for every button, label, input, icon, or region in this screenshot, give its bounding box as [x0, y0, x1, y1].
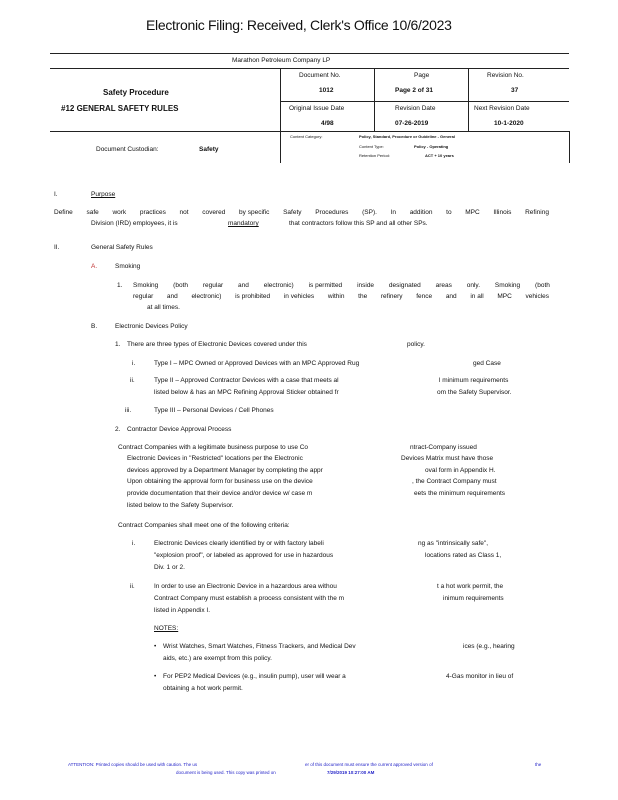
- procedure-subtitle: #12 GENERAL SAFETY RULES: [61, 104, 179, 113]
- footer-line-2a: document is being used. This copy was printed on: [176, 770, 276, 775]
- approval-para-line: Contract Companies with a legitimate business purpose to use Co: [118, 444, 309, 451]
- category-label: Content Category:: [290, 134, 323, 139]
- approval-para-line-end: oval form in Appendix H.: [425, 467, 496, 474]
- criteria-intro: Contract Companies shall meet one of the following criteria:: [118, 522, 290, 529]
- custodian-value: Safety: [199, 146, 219, 153]
- revision-value: 37: [511, 87, 519, 94]
- subsection-a-label: A.: [91, 263, 98, 270]
- section-1-line-1: [54, 209, 549, 216]
- footer-print-date: 7/29/2019 10:27:00 AM: [327, 770, 375, 775]
- notes-title: NOTES:: [154, 625, 179, 632]
- word: vehicles: [525, 293, 549, 300]
- word: Smoking: [133, 282, 159, 289]
- custodian-label: Document Custodian:: [96, 146, 159, 153]
- word: regular: [133, 293, 154, 300]
- word: refinery: [380, 293, 403, 300]
- item-b2-number: 2.: [115, 426, 121, 433]
- approval-para-line: listed below to the Safety Supervisor.: [127, 502, 234, 509]
- word: addition: [409, 209, 433, 216]
- header-row2-border: [50, 131, 569, 132]
- word: and: [166, 293, 178, 300]
- footer-attention-c: the: [535, 762, 542, 767]
- item-b1-iii-text: Type III – Personal Devices / Cell Phones: [154, 407, 274, 414]
- criteria-i-line: Div. 1 or 2.: [154, 564, 185, 571]
- word: (SP).: [362, 209, 377, 216]
- header-col-divider-2: [374, 68, 375, 131]
- approval-para-line-end: , the Contract Company must: [412, 478, 497, 485]
- word: areas: [435, 282, 452, 289]
- criteria-i-line-end: locations rated as Class 1,: [425, 552, 502, 559]
- criteria-ii-line-end: t a hot work permit, the: [437, 583, 504, 590]
- note-2-text-b: 4-Gas monitor in lieu of: [446, 673, 514, 680]
- item-b1-ii-number: ii.: [130, 377, 135, 384]
- page-value: Page 2 of 31: [395, 87, 433, 94]
- word: Procedures: [315, 209, 349, 216]
- word: within: [327, 293, 345, 300]
- word: in vehicles: [283, 293, 315, 300]
- word: fence: [416, 293, 433, 300]
- revision-label: Revision No.: [487, 72, 524, 79]
- item-b1-ii-text-a1: Type II – Approved Contractor Devices with a case that meets al: [154, 377, 339, 384]
- word: to: [446, 209, 452, 216]
- criteria-ii-line-end: inimum requirements: [443, 595, 504, 602]
- item-b1-ii-text-b2: om the Safety Supervisor.: [437, 389, 512, 396]
- criteria-ii-line: Contract Company must establish a process consistent with the m: [154, 595, 345, 602]
- header-mid-border: [280, 101, 569, 102]
- word: MPC: [497, 293, 512, 300]
- issue-date-label: Original Issue Date: [289, 105, 345, 112]
- criteria-ii-line: In order to use an Electronic Device in a hazardous area withou: [154, 583, 337, 590]
- criteria-ii-number: ii.: [130, 583, 135, 590]
- item-b1-text-b: policy.: [407, 341, 425, 348]
- note-1-bullet: •: [154, 643, 157, 650]
- item-a1-line-1: [133, 282, 550, 289]
- item-b2-title: Contractor Device Approval Process: [127, 426, 232, 433]
- word: Refining: [525, 209, 549, 216]
- criteria-i-line: "explosion proof", or labeled as approved for use in hazardous: [154, 552, 334, 559]
- approval-para-line: provide documentation that their device and/or device w/ case m: [127, 490, 313, 497]
- revision-date-value: 07-26-2019: [395, 120, 429, 127]
- item-b1-ii-text-a2: listed below & has an MPC Refining Approval Sticker obtained fr: [154, 389, 339, 396]
- word: in all: [470, 293, 484, 300]
- word: In: [390, 209, 397, 216]
- content-type-label: Content Type:: [359, 144, 384, 149]
- approval-para-line-end: eets the minimum requirements: [414, 490, 506, 497]
- criteria-i-line-end: ng as "intrinsically safe",: [418, 540, 489, 547]
- section-1-number: I.: [54, 191, 58, 198]
- word: (both: [535, 282, 550, 289]
- header-right-border: [569, 131, 570, 163]
- word: and: [237, 282, 249, 289]
- note-1-text-c: aids, etc.) are exempt from this policy.: [163, 655, 272, 662]
- header-top-border: [50, 53, 569, 54]
- word: the: [358, 293, 368, 300]
- item-b1-i-text-a: Type I – MPC Owned or Approved Devices with an MPC Approved Rug: [154, 360, 360, 367]
- item-b1-i-number: i.: [132, 360, 136, 367]
- approval-para-line-end: ntract-Company issued: [410, 444, 477, 451]
- word: MPC: [465, 209, 480, 216]
- word: and: [445, 293, 457, 300]
- approval-para-line: Electronic Devices in "Restricted" locations per the Electronic: [127, 455, 303, 462]
- item-b1-ii-text-b1: l minimum requirements: [439, 377, 509, 384]
- word: electronic): [191, 293, 222, 300]
- content-type-value: Policy - Operating: [414, 144, 449, 149]
- item-b1-iii-number: iii.: [125, 407, 132, 414]
- word: Illinois: [493, 209, 512, 216]
- subsection-b-title: Electronic Devices Policy: [115, 323, 188, 330]
- word: regular: [202, 282, 224, 289]
- next-revision-value: 10-1-2020: [494, 120, 524, 127]
- word: designated: [388, 282, 421, 289]
- word: is prohibited: [235, 293, 271, 300]
- subsection-a-title: Smoking: [115, 263, 141, 270]
- header-col-divider-1: [280, 68, 281, 163]
- word: Define: [54, 209, 73, 216]
- header-row-border: [50, 68, 569, 69]
- header-col-divider-3: [468, 68, 469, 131]
- note-1-text-a: Wrist Watches, Smart Watches, Fitness Trackers, and Medical Dev: [163, 643, 356, 650]
- note-2-bullet: •: [154, 673, 157, 680]
- section-1-title: Purpose: [91, 191, 116, 198]
- word: not: [179, 209, 189, 216]
- footer-attention-a: ATTENTION: Printed copies should be used with caution. The us: [68, 762, 198, 767]
- section-1-line-2c: that contractors follow this SP and all other SPs.: [289, 220, 428, 227]
- footer-attention-b: er of this document must ensure the current approved version of: [305, 762, 433, 767]
- item-a1-line-2: [133, 293, 549, 300]
- category-value: Policy, Standard, Procedure or Guideline - General: [359, 134, 455, 139]
- issue-date-value: 4/98: [321, 120, 334, 127]
- revision-date-label: Revision Date: [395, 105, 436, 112]
- item-b1-number: 1.: [115, 341, 121, 348]
- approval-para-line: devices approved by a Department Manager by completing the appr: [127, 467, 323, 474]
- note-2-text-a: For PEP2 Medical Devices (e.g., insulin pump), user will wear a: [163, 673, 346, 680]
- subsection-b-label: B.: [91, 323, 98, 330]
- word: work: [112, 209, 127, 216]
- doc-no-label: Document No.: [299, 72, 341, 79]
- section-2-number: II.: [54, 244, 60, 251]
- approval-para-line: Upon obtaining the approval form for business use on the device: [127, 478, 313, 485]
- item-b1-text-a: There are three types of Electronic Devices covered under this: [127, 341, 307, 348]
- retention-label: Retention Period:: [359, 153, 390, 158]
- word: practices: [139, 209, 166, 216]
- criteria-i-number: i.: [132, 540, 136, 547]
- procedure-title: Safety Procedure: [103, 88, 169, 97]
- next-revision-label: Next Revision Date: [474, 105, 530, 112]
- page-label: Page: [414, 72, 430, 79]
- company-name: Marathon Petroleum Company LP: [232, 57, 331, 64]
- word: by specific: [239, 209, 270, 216]
- item-b1-i-text-b: ged Case: [473, 360, 501, 367]
- retention-value: ACT + 10 years: [425, 153, 454, 158]
- item-a1-number: 1.: [117, 282, 123, 289]
- word: covered: [202, 209, 226, 216]
- note-1-text-b: ices (e.g., hearing: [463, 643, 515, 650]
- criteria-i-line: Electronic Devices clearly identified by or with factory labeli: [154, 540, 324, 547]
- word: (both: [173, 282, 188, 289]
- mandatory-word: mandatory: [228, 220, 259, 227]
- word: electronic): [263, 282, 294, 289]
- word: inside: [357, 282, 375, 289]
- word: is permitted: [308, 282, 343, 289]
- word: safe: [86, 209, 99, 216]
- word: Smoking: [494, 282, 521, 289]
- criteria-ii-line: listed in Appendix I.: [154, 607, 211, 614]
- word: Safety: [283, 209, 302, 216]
- section-1-line-2a: Division (IRD) employees, it is: [91, 220, 178, 227]
- word: only.: [466, 282, 480, 289]
- item-a1-line-3: at all times.: [147, 304, 180, 311]
- note-2-text-c: obtaining a hot work permit.: [163, 685, 243, 692]
- filing-stamp: Electronic Filing: Received, Clerk's Office 10/6/2023: [146, 17, 452, 33]
- doc-no-value: 1012: [319, 87, 334, 94]
- approval-para-line-end: Devices Matrix must have those: [401, 455, 494, 462]
- section-2-title: General Safety Rules: [91, 244, 153, 251]
